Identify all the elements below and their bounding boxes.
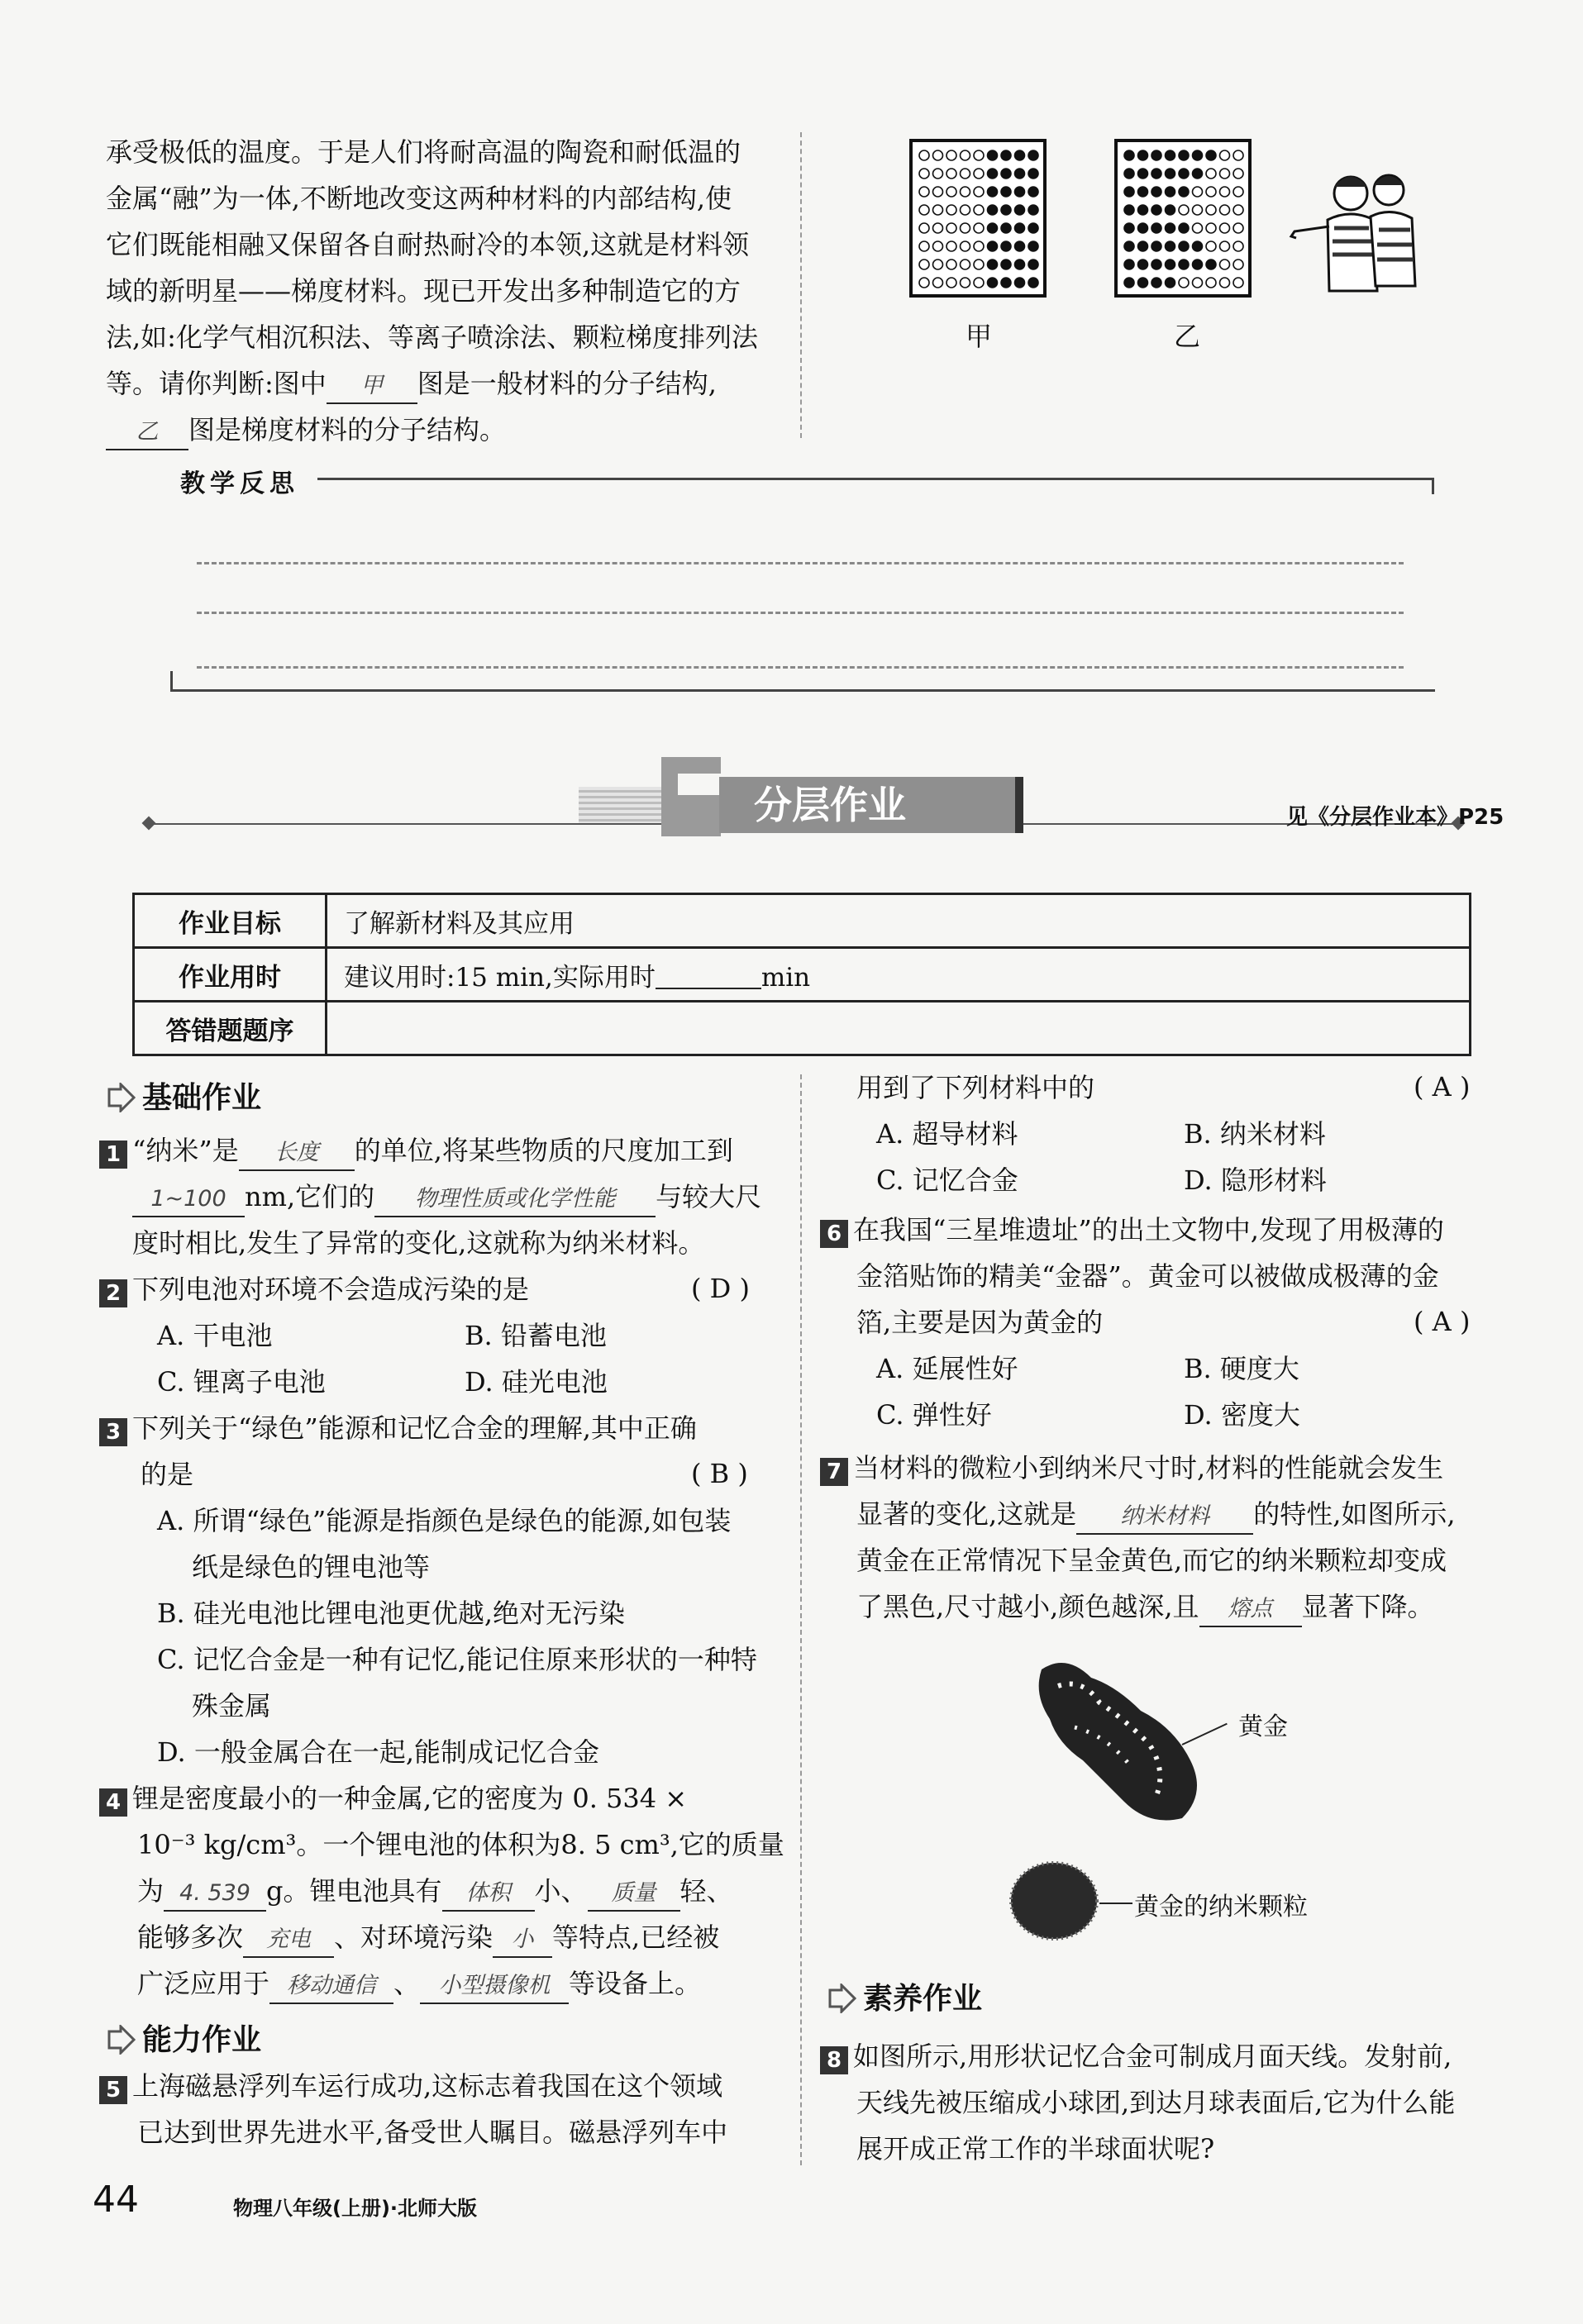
option: 殊金属 [192,1690,272,1722]
gold-label: 黄金 [1238,1712,1288,1741]
hollow-particle [1233,278,1243,288]
hollow-particle [919,169,929,179]
filled-particle [1028,205,1038,215]
hollow-particle [1233,150,1243,160]
question-4: 4 锂是密度最小的一种金属,它的密度为 0. 534 × 10⁻³ kg/cm³。一个锂电池的体积为8. 5 cm³,它的质量 为 4. 539 g。锂电池具有 体积 小、 质量 轻、 能够多次 充电 、对环境污染 小 等特点,已经被 广泛应用于 移动通信 、 小型摄像机 等设备上。 [99,1775,784,2007]
figure-label: 乙 [1174,321,1201,352]
filled-particle [1193,150,1203,160]
hollow-particle [919,241,929,251]
filled-particle [1138,150,1148,160]
intro-line: 它们既能相融又保留各自耐热耐冷的本领,这就是材料领 [106,229,750,260]
banner-reference: 见《分层作业本》P25 [1286,805,1504,830]
hollow-particle [1206,278,1216,288]
hollow-particle [974,241,984,251]
answer-blank: 小 [493,1923,552,1958]
answer-blank: 乙 [106,416,188,450]
question-number: 8 [820,2046,848,2074]
hollow-particle [946,169,956,179]
question-6: 6 在我国“三星堆遗址”的出土文物中,发现了用极薄的 金箔贴饰的精美“金器”。黄金可以被做成极薄的金 箔,主要是因为黄金的 A. 延展性好 B. 硬度大 C. 弹性好 D. 密度大 [820,1207,1444,1438]
filled-particle [1179,241,1189,251]
hollow-particle [946,187,956,197]
reflection-line [197,562,1404,564]
question-number: 4 [99,1788,127,1817]
hollow-particle [961,205,970,215]
hollow-particle [974,260,984,269]
answer-blank: 4. 539 [164,1877,266,1912]
answer-blank: 移动通信 [269,1969,393,2004]
column-divider [800,1074,802,2165]
hollow-particle [933,169,943,179]
table-row [134,948,1471,1002]
nano-gold-leader [1099,1903,1132,1904]
arrow-icon [106,1083,136,1112]
option: D. 隐形材料 [1184,1164,1327,1196]
question-number: 2 [99,1279,127,1307]
reflection-line [197,612,1404,614]
page-number: 44 [93,2179,139,2221]
hollow-particle [919,278,929,288]
filled-particle [1015,150,1025,160]
table-row [134,1002,1471,1055]
hollow-particle [919,187,929,197]
filled-particle [1001,169,1011,179]
banner-plate-edge [1015,777,1023,833]
filled-particle [1166,169,1175,179]
hollow-particle [1233,241,1243,251]
hollow-particle [1220,223,1230,233]
hollow-particle [974,150,984,160]
hollow-particle [946,241,956,251]
hollow-particle [974,169,984,179]
filled-particle [1179,260,1189,269]
book-title: 物理八年级(上册)·北师大版 [233,2197,478,2220]
filled-particle [1001,241,1011,251]
hollow-particle [1206,223,1216,233]
hollow-particle [1193,278,1203,288]
filled-particle [1124,241,1134,251]
hollow-particle [961,169,970,179]
hollow-particle [1220,278,1230,288]
filled-particle [988,241,998,251]
intro-line: 乙 图是梯度材料的分子结构。 [106,407,758,453]
filled-particle [1015,260,1025,269]
filled-particle [1028,278,1038,288]
filled-particle [1124,223,1134,233]
option: A. 超导材料 [876,1118,1018,1150]
filled-particle [1028,260,1038,269]
filled-particle [1138,260,1148,269]
filled-particle [1151,187,1161,197]
filled-particle [1124,260,1134,269]
filled-particle [1151,278,1161,288]
hollow-particle [974,205,984,215]
hollow-particle [919,223,929,233]
reflection-left-tick [170,671,173,689]
hollow-particle [1193,187,1203,197]
option: B. 硅光电池比锂电池更优越,绝对无污染 [157,1598,626,1629]
hollow-particle [933,223,943,233]
filled-particle [1179,223,1189,233]
hollow-particle [1220,150,1230,160]
question-2: 2 下列电池对环境不会造成污染的是 A. 干电池 B. 铅蓄电池 C. 锂离子电池 D. 硅光电池 [99,1266,608,1405]
banner-stripes [579,787,670,823]
figure-gradient-material [1114,139,1252,298]
option: C. 弹性好 [876,1399,992,1431]
table-head: 作业用时 [134,948,327,1002]
hollow-particle [933,278,943,288]
gold-figure [1025,1653,1256,1838]
filled-particle [1028,241,1038,251]
filled-particle [1028,169,1038,179]
filled-particle [1001,187,1011,197]
hollow-particle [1220,241,1230,251]
answer-blank: 长度 [239,1136,355,1171]
filled-particle [1206,260,1216,269]
nano-gold-figure [1008,1860,1099,1945]
hollow-particle [933,150,943,160]
option: A. 干电池 [157,1320,273,1351]
intro-line: 承受极低的温度。于是人们将耐高温的陶瓷和耐低温的 [106,136,741,168]
answer-choice: ( A ) [1414,1071,1471,1102]
filled-particle [1001,223,1011,233]
filled-particle [1001,150,1011,160]
filled-particle [988,223,998,233]
hollow-particle [961,260,970,269]
hollow-particle [974,223,984,233]
question-1: 1 “纳米”是 长度 的单位,将某些物质的尺度加工到 1~100 nm,它们的 物理性质或化学性能 与较大尺 度时相比,发生了异常的变化,这就称为纳米材料。 [99,1127,761,1266]
hollow-particle [1233,187,1243,197]
hollow-particle [1206,187,1216,197]
hollow-particle [1206,241,1216,251]
reflection-line [197,666,1404,669]
filled-particle [1206,150,1216,160]
hollow-particle [961,223,970,233]
filled-particle [1138,169,1148,179]
filled-particle [1028,150,1038,160]
filled-particle [988,187,998,197]
filled-particle [1015,187,1025,197]
answer-blank: 1~100 [132,1183,245,1217]
hollow-particle [961,278,970,288]
filled-particle [1124,169,1134,179]
section-literacy: 素养作业 [827,1975,982,2017]
arrow-icon [106,2025,136,2055]
filled-particle [1179,187,1189,197]
option: B. 纳米材料 [1184,1118,1326,1150]
filled-particle [1151,223,1161,233]
hollow-particle [933,241,943,251]
hollow-particle [1220,169,1230,179]
answer-blank: 质量 [588,1877,680,1912]
hollow-particle [974,187,984,197]
filled-particle [1166,150,1175,160]
hollow-particle [946,223,956,233]
homework-goal-table [132,893,1471,1056]
hollow-particle [946,260,956,269]
question-5: 5 上海磁悬浮列车运行成功,这标志着我国在这个领域 已达到世界先进水平,备受世人瞩目。磁悬浮列车中 [99,2063,727,2155]
question-number: 1 [99,1141,127,1169]
table-cell: 了解新材料及其应用 [327,894,1471,948]
hollow-particle [1206,169,1216,179]
hollow-particle [946,205,956,215]
filled-particle [1151,260,1161,269]
option: B. 铅蓄电池 [465,1320,607,1351]
answer-choice: ( B ) [691,1458,748,1489]
people-illustration [1286,162,1427,298]
filled-particle [1193,241,1203,251]
hollow-particle [1233,260,1243,269]
option: C. 锂离子电池 [157,1366,326,1398]
hollow-particle [1233,169,1243,179]
intro-paragraph [106,129,758,453]
table-cell: 建议用时:15 min,实际用时 min [327,948,1471,1002]
reflection-title: 教学反思 [180,469,299,498]
actual-time-blank[interactable] [656,963,761,989]
filled-particle [1179,150,1189,160]
intro-line: 域的新明星——梯度材料。现已开发出多种制造它的方 [106,275,741,307]
hollow-particle [1179,278,1189,288]
answer-choice: ( A ) [1414,1306,1471,1337]
intro-line: 法,如:化学气相沉积法、等离子喷涂法、颗粒梯度排列法 [106,321,758,353]
hollow-particle [1233,223,1243,233]
filled-particle [1151,205,1161,215]
option: C. 记忆合金是一种有记忆,能记住原来形状的一种特 [157,1644,757,1675]
question-number: 5 [99,2076,127,2104]
option: B. 硬度大 [1184,1353,1299,1384]
question-7: 7 当材料的微粒小到纳米尺寸时,材料的性能就会发生 显著的变化,这就是 纳米材料 的特性,如图所示, 黄金在正常情况下呈金黄色,而它的纳米颗粒却变成 了黑色,尺寸越小,颜色越深,且 熔点 显著下降。 [820,1445,1456,1630]
filled-particle [1015,205,1025,215]
question-number: 3 [99,1418,127,1446]
figure-label: 甲 [966,321,993,352]
filled-particle [1166,241,1175,251]
filled-particle [1166,205,1175,215]
hollow-particle [961,241,970,251]
answer-blank: 纳米材料 [1076,1500,1253,1535]
hollow-particle [1233,205,1243,215]
hollow-particle [1220,205,1230,215]
filled-particle [1166,187,1175,197]
filled-particle [1015,169,1025,179]
question-3: 3 下列关于“绿色”能源和记忆合金的理解,其中正确 的是 A. 所谓“绿色”能源是指颜色是绿色的能源,如包装 纸是绿色的锂电池等 B. 硅光电池比锂电池更优越,绝对无污染 C. 记忆合金是一种有记忆,能记住原来形状的一种特 殊金属 D. 一般金属合在一起,能制成记忆合金 [99,1405,757,1775]
filled-particle [1124,205,1134,215]
question-8: 8 如图所示,用形状记忆合金可制成月面天线。发射前, 天线先被压缩成小球团,到达月球表面后,它为什么能 展开成正常工作的半球面状呢? [820,2033,1455,2172]
question-5-continued: 用到了下列材料中的 A. 超导材料 B. 纳米材料 C. 记忆合金 D. 隐形材料 [856,1064,1327,1203]
hollow-particle [1206,205,1216,215]
banner-rule-start [142,817,156,831]
hollow-particle [1193,223,1203,233]
banner-f-icon-inner [678,774,721,795]
filled-particle [1193,169,1203,179]
option: D. 密度大 [1184,1399,1300,1431]
hollow-particle [919,205,929,215]
answer-blank: 充电 [243,1923,334,1958]
filled-particle [988,278,998,288]
hollow-particle [946,278,956,288]
filled-particle [1124,278,1134,288]
hollow-particle [974,278,984,288]
option: D. 硅光电池 [465,1366,608,1398]
answer-blank: 熔点 [1199,1593,1302,1627]
hollow-particle [933,205,943,215]
answer-blank: 小型摄像机 [420,1969,569,2004]
option: A. 所谓“绿色”能源是指颜色是绿色的能源,如包装 [157,1505,732,1536]
arrow-icon [827,1983,856,2013]
reflection-bottom-rule [170,689,1435,692]
reflection-top-rule [317,478,1433,480]
filled-particle [1138,278,1148,288]
filled-particle [1001,260,1011,269]
hollow-particle [919,150,929,160]
hollow-particle [933,260,943,269]
filled-particle [1179,169,1189,179]
filled-particle [1001,278,1011,288]
question-number: 6 [820,1220,848,1248]
filled-particle [1015,241,1025,251]
filled-particle [1001,205,1011,215]
column-divider [800,132,802,438]
banner-f-icon [661,757,721,836]
table-row [134,894,1471,948]
figure-general-material [909,139,1047,298]
filled-particle [1193,260,1203,269]
filled-particle [1015,223,1025,233]
question-number: 7 [820,1458,848,1486]
filled-particle [1028,187,1038,197]
filled-particle [1151,241,1161,251]
filled-particle [1138,205,1148,215]
hollow-particle [919,260,929,269]
intro-line: 等。请你判断:图中 甲 图是一般材料的分子结构, [106,360,758,407]
filled-particle [1138,223,1148,233]
filled-particle [1166,260,1175,269]
hollow-particle [961,187,970,197]
filled-particle [1166,223,1175,233]
answer-choice: ( D ) [691,1273,750,1304]
filled-particle [1138,187,1148,197]
hollow-particle [946,150,956,160]
hollow-particle [961,150,970,160]
hollow-particle [1220,187,1230,197]
option: 纸是绿色的锂电池等 [192,1551,431,1583]
nano-gold-label: 黄金的纳米颗粒 [1134,1893,1308,1922]
filled-particle [988,150,998,160]
filled-particle [1138,241,1148,251]
filled-particle [1151,169,1161,179]
answer-blank: 物理性质或化学性能 [374,1183,656,1217]
wrong-questions-cell[interactable] [327,1002,1471,1055]
filled-particle [1151,150,1161,160]
intro-line: 金属“融”为一体,不断地改变这两种材料的内部结构,使 [106,183,732,214]
hollow-particle [1220,260,1230,269]
banner-title: 分层作业 [754,783,906,827]
filled-particle [1028,223,1038,233]
filled-particle [1166,278,1175,288]
filled-particle [1124,150,1134,160]
table-head: 答错题题序 [134,1002,327,1055]
section-basic: 基础作业 [106,1074,261,1117]
hollow-particle [1193,205,1203,215]
filled-particle [988,260,998,269]
option: D. 一般金属合在一起,能制成记忆合金 [157,1736,600,1768]
filled-particle [988,205,998,215]
filled-particle [1124,187,1134,197]
hollow-particle [1179,205,1189,215]
hollow-particle [933,187,943,197]
filled-particle [1015,278,1025,288]
option: A. 延展性好 [876,1353,1018,1384]
answer-blank: 体积 [442,1877,535,1912]
filled-particle [988,169,998,179]
option: C. 记忆合金 [876,1164,1018,1196]
reflection-right-tick [1432,478,1434,494]
answer-blank: 甲 [327,369,417,404]
table-head: 作业目标 [134,894,327,948]
section-ability: 能力作业 [106,2017,261,2059]
